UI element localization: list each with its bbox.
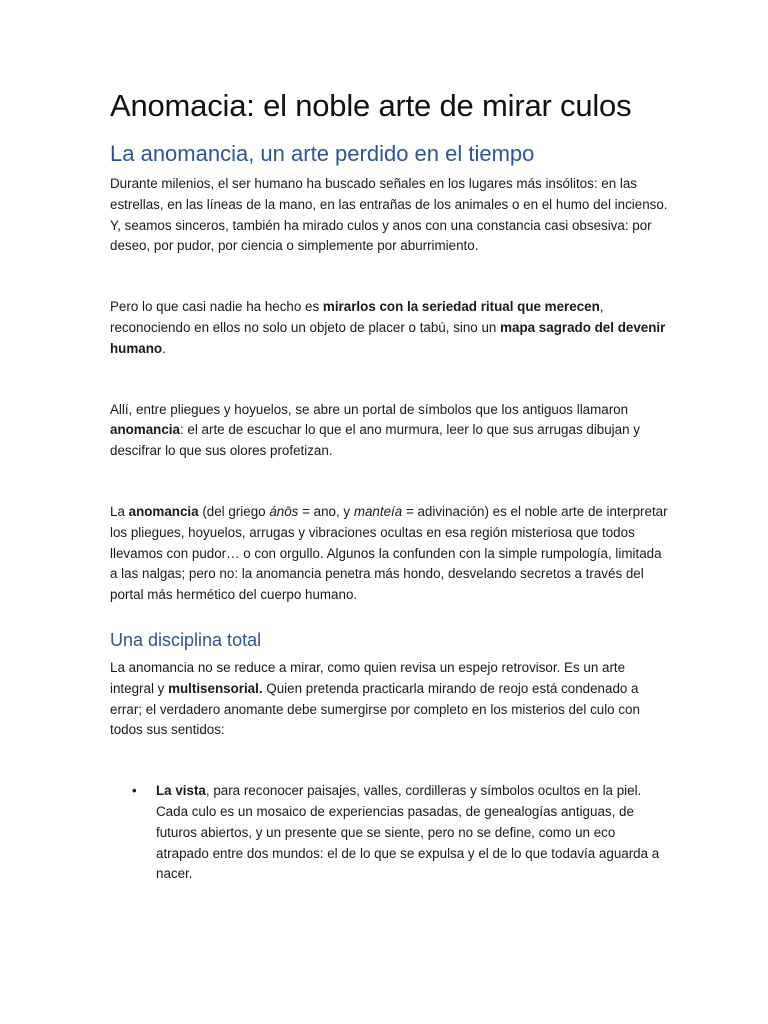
paragraph-spacer: [110, 606, 670, 628]
section-heading-anomancia: La anomancia, un arte perdido en el tiempo: [110, 141, 535, 166]
paragraph-spacer: [110, 360, 670, 400]
paragraph-spacer: [110, 462, 670, 502]
bold-run: anomancia: [128, 503, 199, 519]
bold-run: multisensorial.: [168, 680, 263, 696]
text-run: = ano, y: [298, 503, 354, 519]
text-run: La anomancia no se reduce a mirar, como quien revisa un espejo retrovisor. Es un arte integral y: [110, 659, 626, 696]
bold-run: anomancia: [110, 422, 180, 438]
paragraph-spacer: [110, 741, 670, 781]
text-run: = adivinación) es el noble arte de interpretar los pliegues, hoyuelos, arrugas y vibraciones ocultas en esa región misteriosa que todos llevamos con pudor… o con orgullo. Algunos la confunden con la simple rumpología, limitada a las nalgas; pero no: la anomancia penetra más hondo, desvelando secretos a través del portal más hermético del cuerpo humano.: [110, 503, 668, 603]
text-run: , para reconocer paisajes, valles, cordilleras y símbolos ocultos en la piel. Cada culo es un mosaico de experiencias pasadas, de genealogías antiguas, de futuros abiertos, y un presente que se siente, pero no se define, como un eco atrapado entre dos mundos: el de lo que se expulsa y el de lo que todavía aguarda a nacer.: [156, 783, 660, 882]
bullet-icon: •: [132, 783, 137, 799]
text-run: Pero lo que casi nadie ha hecho es: [110, 299, 323, 315]
paragraph-intro: Durante milenios, el ser humano ha buscado señales en los lugares más insólitos: en las estrellas, en las líneas de la mano, en las entrañas de los animales o en el humo del incienso. Y, seamos sinceros, también ha mirado culos y anos con una constancia casi obsesiva: por deseo, por pudor, por ciencia o simplemente por aburrimiento.: [110, 176, 668, 254]
bold-run: mirarlos con la seriedad ritual que merecen: [322, 299, 600, 315]
bold-run: La vista: [156, 783, 206, 799]
senses-list: [110, 781, 670, 885]
text-run: : el arte de escuchar lo que el ano murmura, leer lo que sus arrugas dibujan y descifrar lo que sus olores profetizan.: [110, 422, 640, 459]
section-heading-disciplina: Una disciplina total: [110, 629, 262, 650]
bold-run: mapa sagrado del devenir humano: [110, 319, 666, 356]
document-title: Anomacia: el noble arte de mirar culos: [110, 88, 632, 123]
paragraph-ritual: [110, 297, 670, 359]
text-run: La: [110, 503, 129, 519]
paragraph-spacer: [110, 257, 670, 297]
paragraph-definition: [110, 502, 670, 606]
text-run: (del griego: [198, 503, 270, 519]
text-run: Allí, entre pliegues y hoyuelos, se abre un portal de símbolos que los antiguos llamaron: [110, 401, 629, 417]
text-run: Quien pretenda practicarla mirando de reojo está condenado a errar; el verdadero anomante debe sumergirse por completo en los misterios del culo con todos sus sentidos:: [110, 680, 640, 738]
paragraph-portal: [110, 400, 670, 462]
italic-run: ánōs: [269, 503, 299, 519]
document-page: [110, 86, 670, 885]
paragraph-multisensorial: [110, 658, 670, 741]
text-run: , reconociendo en ellos no solo un objeto de placer o tabú, sino un: [110, 299, 604, 335]
italic-run: manteía: [353, 503, 403, 519]
text-run: .: [162, 340, 166, 356]
list-item: [110, 781, 670, 885]
